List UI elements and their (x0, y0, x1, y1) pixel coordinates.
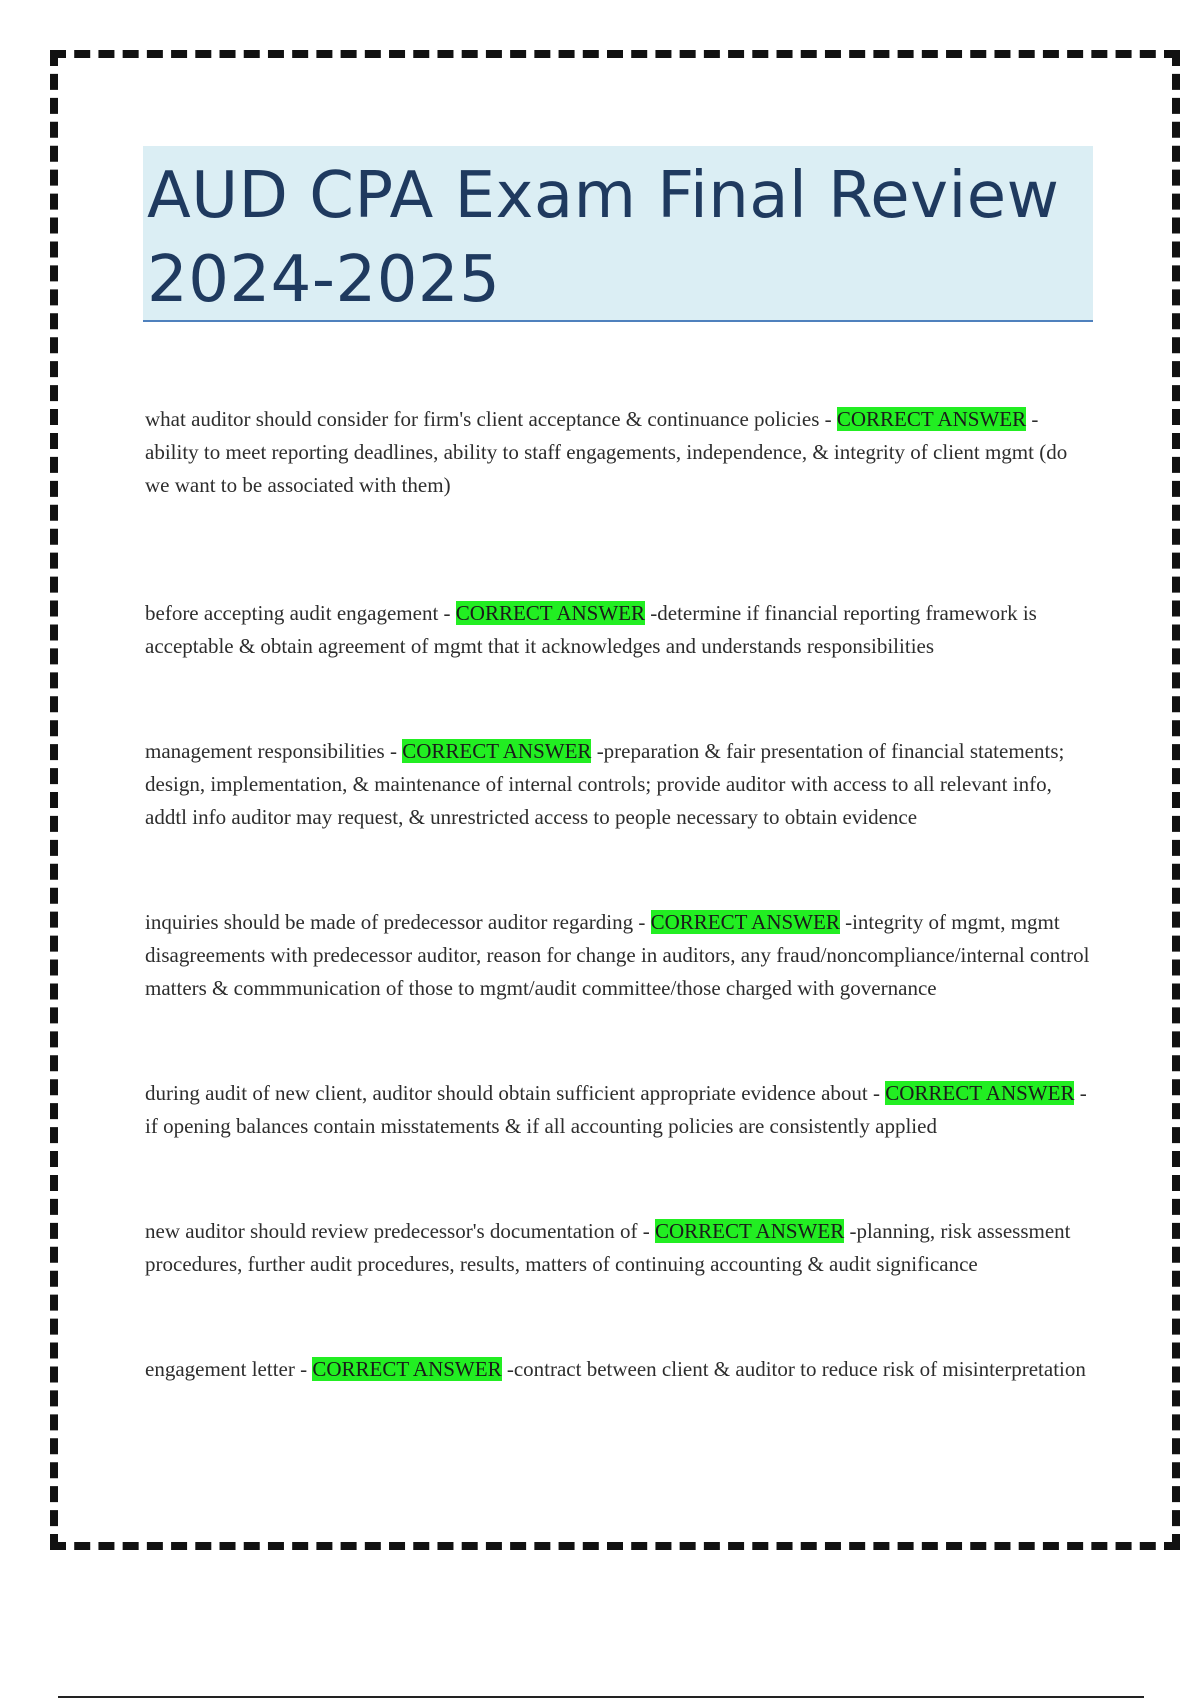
answer-text: -determine if financial reporting framework is acceptable & obtain agreement of mgmt that it acknowledges and understands responsibilities (145, 601, 1037, 658)
title-line-2: 2024-2025 (147, 243, 501, 317)
qa-item (145, 735, 1095, 834)
correct-answer-label: CORRECT ANSWER (836, 407, 1027, 431)
question-text: before accepting audit engagement - (145, 601, 456, 625)
qa-item (145, 906, 1095, 1005)
question-text: engagement letter - (145, 1357, 313, 1381)
answer-text: -planning, risk assessment procedures, further audit procedures, results, matters of continuing accounting & audit significance (145, 1219, 1071, 1276)
correct-answer-label: CORRECT ANSWER (885, 1081, 1075, 1105)
question-text: management responsibilities - (145, 739, 403, 763)
bottom-rule (58, 1696, 1144, 1698)
question-text: what auditor should consider for firm's client acceptance & continuance policies - (145, 407, 837, 431)
document-title (147, 154, 1089, 322)
correct-answer-label: CORRECT ANSWER (312, 1357, 502, 1381)
correct-answer-label: CORRECT ANSWER (650, 910, 840, 934)
question-text: inquiries should be made of predecessor auditor regarding - (145, 910, 651, 934)
answer-text: -preparation & fair presentation of financial statements; design, implementation, & maintenance of internal controls; provide auditor with access to all relevant info, addtl info auditor may request, & unrestricted access to people necessary to obtain evidence (145, 739, 1065, 829)
correct-answer-label: CORRECT ANSWER (654, 1219, 845, 1243)
qa-item (145, 597, 1095, 663)
title-block (143, 146, 1093, 322)
correct-answer-label: CORRECT ANSWER (455, 601, 645, 625)
qa-list (145, 403, 1095, 1386)
qa-item (145, 1353, 1095, 1386)
answer-text: -if opening balances contain misstatements & if all accounting policies are consistently applied (145, 1081, 1087, 1138)
qa-item (145, 1077, 1095, 1143)
qa-item (145, 1215, 1095, 1281)
correct-answer-label: CORRECT ANSWER (402, 739, 592, 763)
question-text: new auditor should review predecessor's documentation of - (145, 1219, 655, 1243)
answer-text: -integrity of mgmt, mgmt disagreements with predecessor auditor, reason for change in auditors, any fraud/noncompliance/internal control matters & commmunication of those to mgmt/audit committee/those charged with governance (145, 910, 1090, 1000)
title-line-1: AUD CPA Exam Final Review (147, 159, 1060, 233)
question-text: during audit of new client, auditor should obtain sufficient appropriate evidence about - (145, 1081, 886, 1105)
answer-text: - ability to meet reporting deadlines, ability to staff engagements, independence, & integrity of client mgmt (do we want to be associated with them) (145, 407, 1068, 497)
answer-text: -contract between client & auditor to reduce risk of misinterpretation (501, 1357, 1086, 1381)
qa-item (145, 403, 1095, 502)
